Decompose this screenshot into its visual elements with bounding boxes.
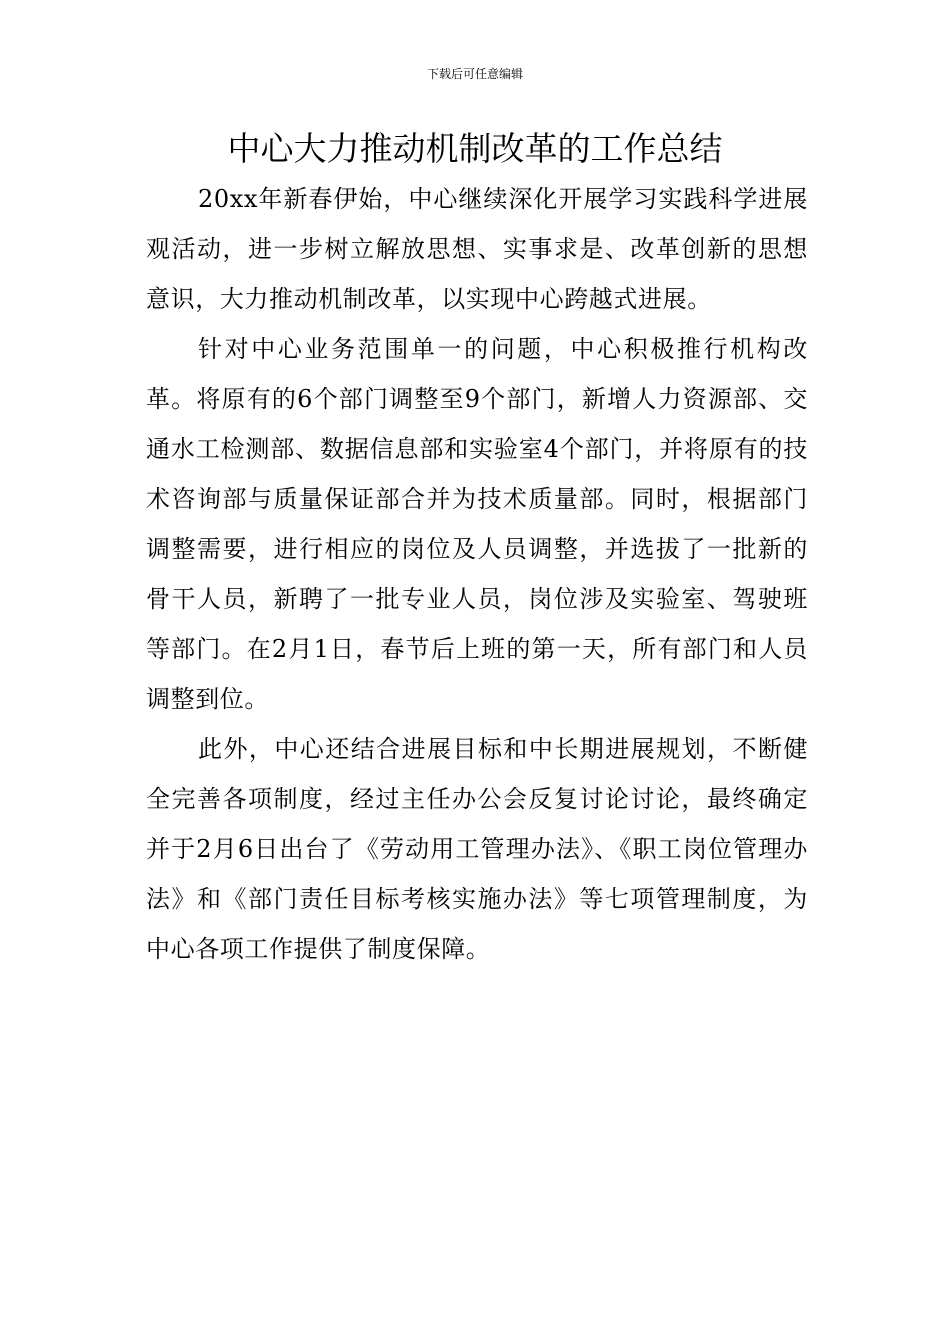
document-title: 中心大力推动机制改革的工作总结 <box>227 129 723 168</box>
paragraph: 针对中心业务范围单一的问题，中心积极推行机构改革。将原有的6个部门调整至9个部门，新增人力资源部、交通水工检测部、数据信息部和实验室4个部门，并将原有的技术咨询部与质量保证部合并为技术质量部。同时，根据部门调整需要，进行相应的岗位及人员调整，并选拔了一批新的骨干人员，新聘了一批专业人员，岗位涉及实验室、驾驶班等部门。在2月1日，春节后上班的第一天，所有部门和人员调整到位。 <box>146 335 808 713</box>
paragraph: 20xx年新春伊始，中心继续深化开展学习实践科学进展观活动，进一步树立解放思想、实事求是、改革创新的思想意识，大力推动机制改革，以实现中心跨越式进展。 <box>146 185 808 313</box>
header-note: 下载后可任意编辑 <box>426 67 523 81</box>
document-body <box>146 174 808 974</box>
paragraph: 此外，中心还结合进展目标和中长期进展规划，不断健全完善各项制度，经过主任办公会反复讨论讨论，最终确定并于2月6日出台了《劳动用工管理办法》、《职工岗位管理办法》和《部门责任目标考核实施办法》等七项管理制度，为中心各项工作提供了制度保障。 <box>146 735 808 963</box>
